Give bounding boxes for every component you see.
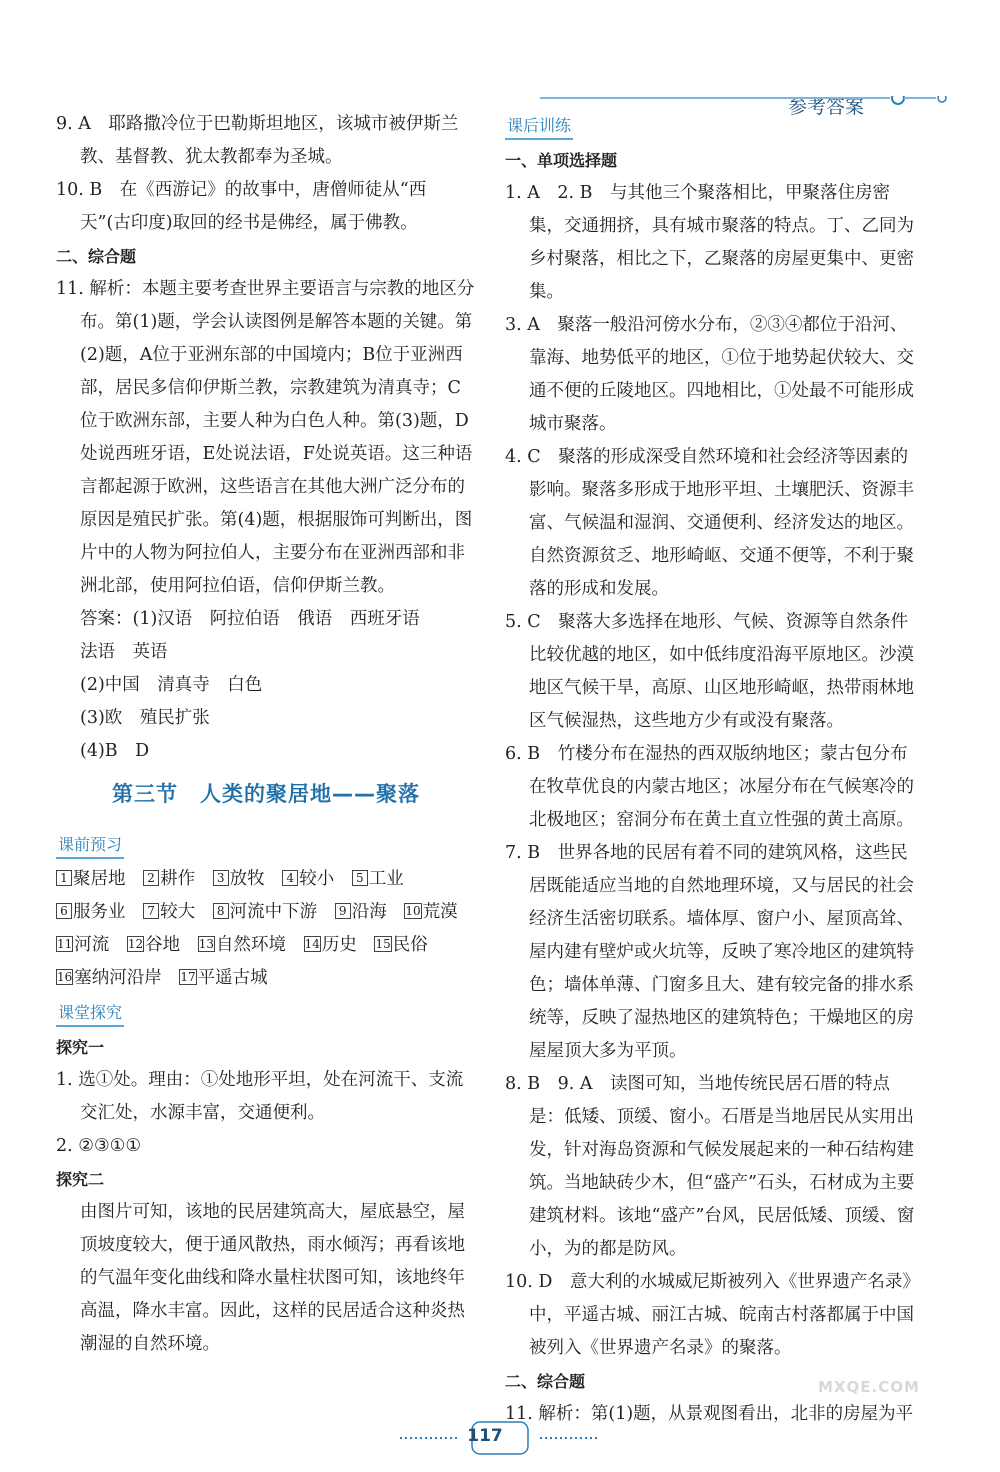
preview-item-text: 自然环境 bbox=[216, 935, 286, 955]
preview-item bbox=[335, 902, 387, 922]
answer-r11: 11. 解析：第(1)题，从景观图看出，北非的房屋为平 bbox=[505, 1404, 914, 1424]
preview-item-text: 较大 bbox=[160, 902, 196, 922]
section-heading-comprehensive: 二、综合题 bbox=[505, 1372, 586, 1391]
preview-item-number: 5 bbox=[352, 870, 368, 886]
preview-item-number: 1 bbox=[56, 870, 72, 886]
watermark-text: MXQE.COM bbox=[818, 1378, 920, 1396]
preview-item bbox=[404, 902, 457, 922]
preview-item bbox=[374, 935, 427, 955]
preview-item bbox=[143, 902, 195, 922]
preview-item-number: 2 bbox=[143, 870, 159, 886]
preview-item-text: 平遥古城 bbox=[197, 968, 268, 988]
preview-item-text: 塞纳河沿岸 bbox=[74, 968, 162, 988]
preview-item-number: 7 bbox=[143, 903, 159, 919]
answer-r5: 5. C 聚落大多选择在地形、气候、资源等自然条件比较优越的地区，如中低纬度沿海平原地区。沙漠地区气候干旱，高原、山区地形崎岖，热带雨林地区气候湿热，这些地方少有或没有聚落。 bbox=[505, 612, 914, 731]
preview-item-number: 13 bbox=[198, 937, 214, 951]
preview-item-text: 放牧 bbox=[229, 869, 265, 889]
preview-item-number: 15 bbox=[375, 937, 391, 951]
explore-2-answer: 由图片可知，该地的民居建筑高大，屋底悬空，屋顶坡度较大，便于通风散热，雨水倾泻；再看该地的气温年变化曲线和降水量柱状图可知，该地终年高温，降水丰富。因此，这样的民居适合这种炎热潮湿的自然环境。 bbox=[80, 1202, 465, 1354]
answer-9: 9. A 耶路撒冷位于巴勒斯坦地区，该城市被伊斯兰教、基督教、犹太教都奉为圣城。 bbox=[56, 114, 459, 167]
answer-r6: 6. B 竹楼分布在湿热的西双版纳地区；蒙古包分布在牧草优良的内蒙古地区；冰屋分布在气候寒冷的北极地区；窑洞分布在黄土直立性强的黄土高原。 bbox=[505, 744, 914, 830]
preview-item bbox=[56, 869, 126, 889]
explore-1-answer-1: 1. 选①处。理由：①处地形平坦，处在河流干、支流交汇处，水源丰富，交通便利。 bbox=[56, 1070, 464, 1123]
preview-item bbox=[143, 869, 195, 889]
preview-item-number: 16 bbox=[57, 970, 73, 984]
answer-r1: 1. A 2. B 与其他三个聚落相比，甲聚落住房密集，交通拥挤，具有城市聚落的特点。丁、乙同为乡村聚落，相比之下，乙聚落的房屋更集中、更密集。 bbox=[505, 183, 914, 302]
preview-item-text: 河流 bbox=[74, 935, 110, 955]
preview-item bbox=[213, 902, 318, 922]
preview-item bbox=[56, 968, 162, 988]
explore-1-heading: 探究一 bbox=[56, 1038, 105, 1057]
answer-r7: 7. B 世界各地的民居有着不同的建筑风格，这些民居既能适应当地的自然地理环境，又与居民的社会经济生活密切联系。墙体厚、窗户小、屋顶高耸、屋内建有壁炉或火坑等，反映了寒冷地区的建筑特色；墙体单薄、门窗多且大、建有较完备的排水系统等，反映了湿热地区的建筑特色；干燥地区的房屋屋顶大多为平顶。 bbox=[505, 843, 914, 1061]
preview-item bbox=[127, 935, 180, 955]
preview-item-text: 历史 bbox=[321, 935, 357, 955]
preview-item bbox=[56, 902, 126, 922]
preview-item bbox=[198, 935, 286, 955]
answer-r10: 10. D 意大利的水城威尼斯被列入《世界遗产名录》中，平遥古城、丽江古城、皖南古村落都属于中国被列入《世界遗产名录》的聚落。 bbox=[505, 1272, 920, 1358]
preview-item-text: 工业 bbox=[368, 869, 404, 889]
answer-11: 11. 解析：本题主要考查世界主要语言与宗教的地区分布。第(1)题，学会认读图例是解答本题的关键。第(2)题，A位于亚洲东部的中国境内；B位于亚洲西部，居民多信仰伊斯兰教，宗教建筑为清真寺；C位于欧洲东部，主要人种为白色人种。第(3)题，D处说西班牙语，E处说法语，F处说英语。这三种语言都起源于欧洲，这些语言在其他大洲广泛分布的原因是殖民扩张。第(4)题，根据服饰可判断出，图片中的人物为阿拉伯人，主要分布在亚洲西部和非洲北部，使用阿拉伯语，信仰伊斯兰教。 bbox=[56, 279, 475, 596]
preview-item-number: 10 bbox=[405, 904, 421, 918]
answer-line-1b: 法语 英语 bbox=[80, 642, 168, 662]
preview-item-text: 谷地 bbox=[145, 935, 181, 955]
preview-item-number: 8 bbox=[213, 903, 229, 919]
preview-item-text: 荒漠 bbox=[422, 902, 458, 922]
tag-after-class: 课后训练 bbox=[505, 114, 573, 140]
answer-line-3: (3)欧 殖民扩张 bbox=[80, 708, 210, 728]
preview-item-text: 民俗 bbox=[392, 935, 428, 955]
preview-item bbox=[304, 935, 357, 955]
explore-2-heading: 探究二 bbox=[56, 1170, 105, 1189]
tag-preview: 课前预习 bbox=[56, 833, 124, 859]
right-column bbox=[505, 108, 923, 1431]
answer-block bbox=[80, 603, 476, 768]
preview-item-text: 聚居地 bbox=[73, 869, 126, 889]
preview-item-number: 11 bbox=[57, 937, 73, 951]
chapter-title: 第三节 人类的聚居地——聚落 bbox=[112, 782, 420, 806]
preview-item bbox=[56, 935, 109, 955]
answer-line-4: (4)B D bbox=[80, 741, 150, 761]
section-heading-choice: 一、单项选择题 bbox=[505, 151, 618, 170]
answer-r4: 4. C 聚落的形成深受自然环境和社会经济等因素的影响。聚落多形成于地形平坦、土壤肥沃、资源丰富、气候温和湿润、交通便利、经济发达的地区。自然资源贫乏、地形崎岖、交通不便等，不利于聚落的形成和发展。 bbox=[505, 447, 914, 599]
preview-item-number: 12 bbox=[127, 937, 144, 951]
answer-r3: 3. A 聚落一般沿河傍水分布，②③④都位于沿河、靠海、地势低平的地区，①位于地势起伏较大、交通不便的丘陵地区。四地相比，①处最不可能形成城市聚落。 bbox=[505, 315, 914, 434]
preview-item-text: 较小 bbox=[299, 869, 335, 889]
preview-item-number: 3 bbox=[213, 870, 229, 886]
tag-explore: 课堂探究 bbox=[56, 1001, 124, 1027]
page-number: 117 bbox=[467, 1426, 503, 1446]
explore-1-answer-2: 2. ②③①① bbox=[56, 1136, 142, 1156]
preview-item-number: 4 bbox=[282, 870, 298, 886]
answer-line-1: 答案：(1)汉语 阿拉伯语 俄语 西班牙语 bbox=[80, 609, 420, 629]
preview-item-number: 6 bbox=[56, 903, 72, 919]
preview-item-number: 14 bbox=[304, 937, 320, 951]
preview-item bbox=[179, 968, 267, 988]
answer-r8: 8. B 9. A 读图可知，当地传统民居石厝的特点是：低矮、顶缓、窗小。石厝是当地居民从实用出发，针对海岛资源和气候发展起来的一种石结构建筑。当地缺砖少木，但“盛产”石头，石材成为主要建筑材料。该地“盛产”台风，民居低矮、顶缓、窗小，为的都是防风。 bbox=[505, 1074, 915, 1259]
preview-item bbox=[282, 869, 334, 889]
preview-answers bbox=[56, 863, 476, 995]
section-heading: 二、综合题 bbox=[56, 247, 137, 266]
preview-item-text: 耕作 bbox=[160, 869, 196, 889]
preview-item bbox=[352, 869, 404, 889]
preview-item-text: 河流中下游 bbox=[229, 902, 318, 922]
header-title: 参考答案 bbox=[788, 96, 865, 118]
left-column bbox=[56, 108, 476, 1361]
answer-line-2: (2)中国 清真寺 白色 bbox=[80, 675, 263, 695]
answer-10: 10. B 在《西游记》的故事中，唐僧师徒从“西天”(古印度)取回的经书是佛经，属于佛教。 bbox=[56, 180, 427, 233]
preview-item-text: 服务业 bbox=[73, 902, 126, 922]
preview-item bbox=[213, 869, 265, 889]
preview-item-number: 17 bbox=[180, 970, 196, 984]
preview-item-text: 沿海 bbox=[351, 902, 387, 922]
preview-item-number: 9 bbox=[335, 903, 351, 919]
